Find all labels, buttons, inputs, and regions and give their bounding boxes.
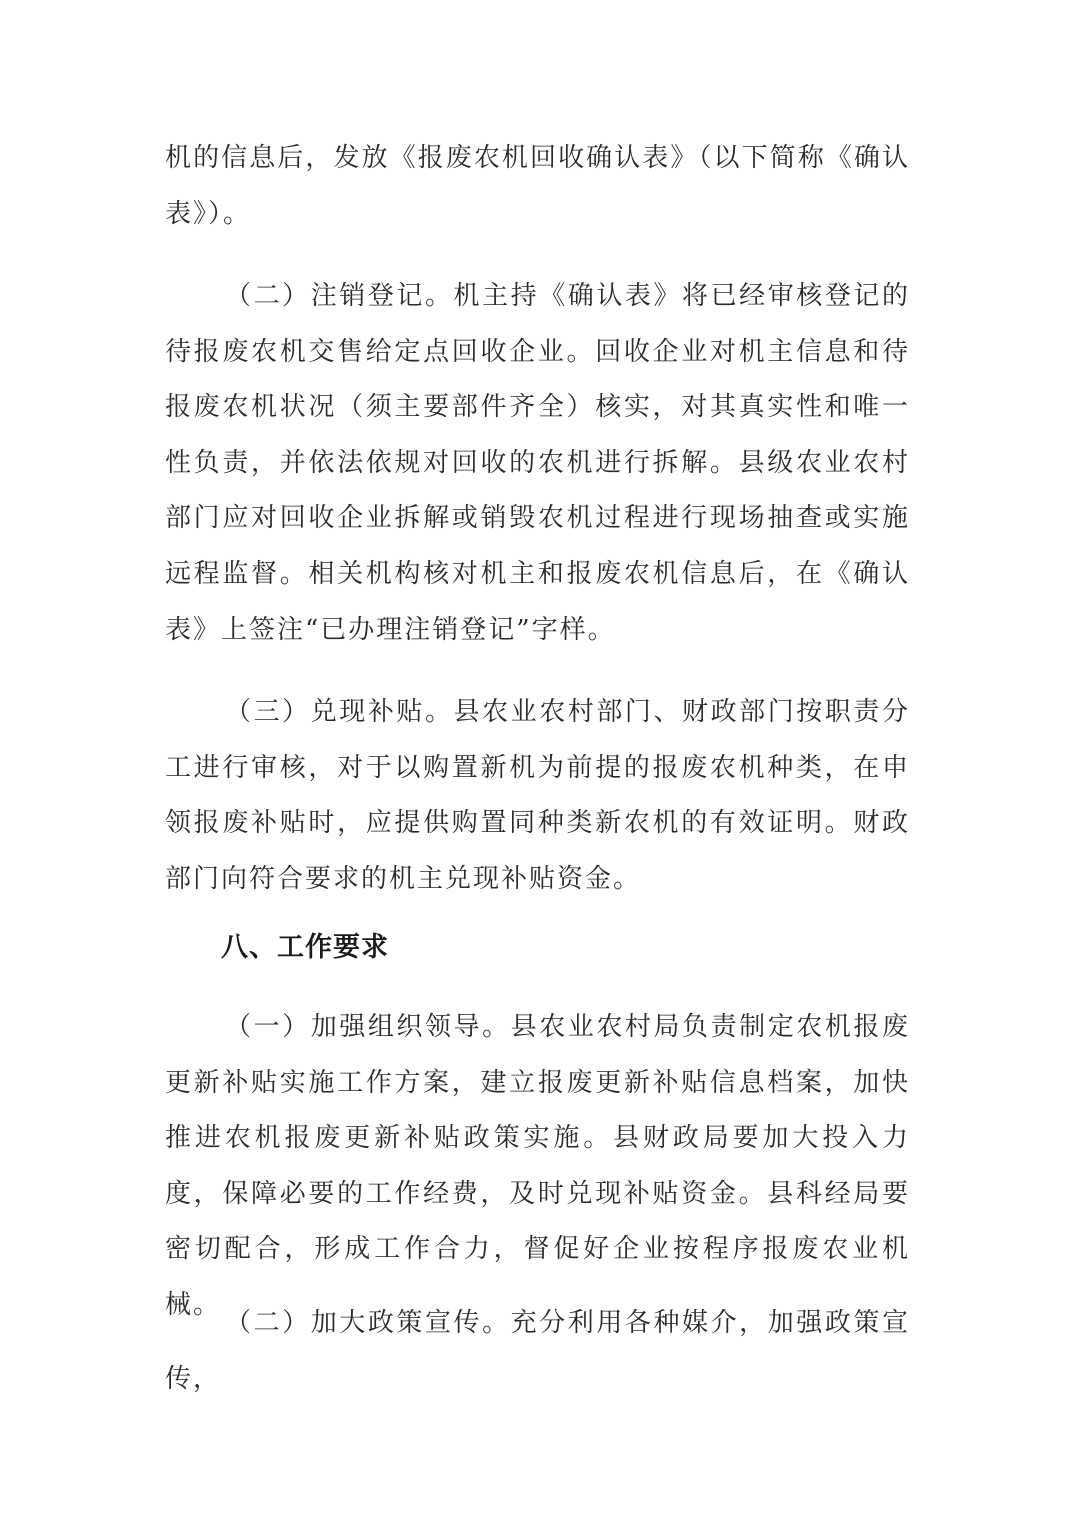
paragraph-deregistration: （二）注销登记。机主持《确认表》将已经审核登记的待报废农机交售给定点回收企业。回收企业对机主信息和待报废农机状况（须主要部件齐全）核实，对其真实性和唯一性负责，并依法依规对回收的农机进行拆解。县级农业农村部门应对回收企业拆解或销毁农机过程进行现场抽查或实施远程监督。相关机构核对机主和报废农机信息后，在《确认表》上签注“已办理注销登记”字样。 xyxy=(165,281,910,645)
paragraph-organization-leadership: （一）加强组织领导。县农业农村局负责制定农机报废更新补贴实施工作方案，建立报废更新补贴信息档案，加快推进农机报废更新补贴政策实施。县财政局要加大投入力度，保障必要的工作经费，及时兑现补贴资金。县科经局要密切配合，形成工作合力，督促好企业按程序报废农业机械。 xyxy=(165,1012,910,1320)
paragraph-policy-publicity: （二）加大政策宣传。充分利用各种媒介，加强政策宣传， xyxy=(165,1308,910,1394)
section-heading-work-requirements: 八、工作要求 xyxy=(221,932,389,963)
paragraph-continued-confirmation-form: 机的信息后，发放《报废农机回收确认表》（以下简称《确认表》）。 xyxy=(165,143,910,229)
paragraph-subsidy-payment: （三）兑现补贴。县农业农村部门、财政部门按职责分工进行审核，对于以购置新机为前提的报废农机种类，在申领报废补贴时，应提供购置同种类新农机的有效证明。财政部门向符合要求的机主兑现补贴资金。 xyxy=(165,697,910,894)
